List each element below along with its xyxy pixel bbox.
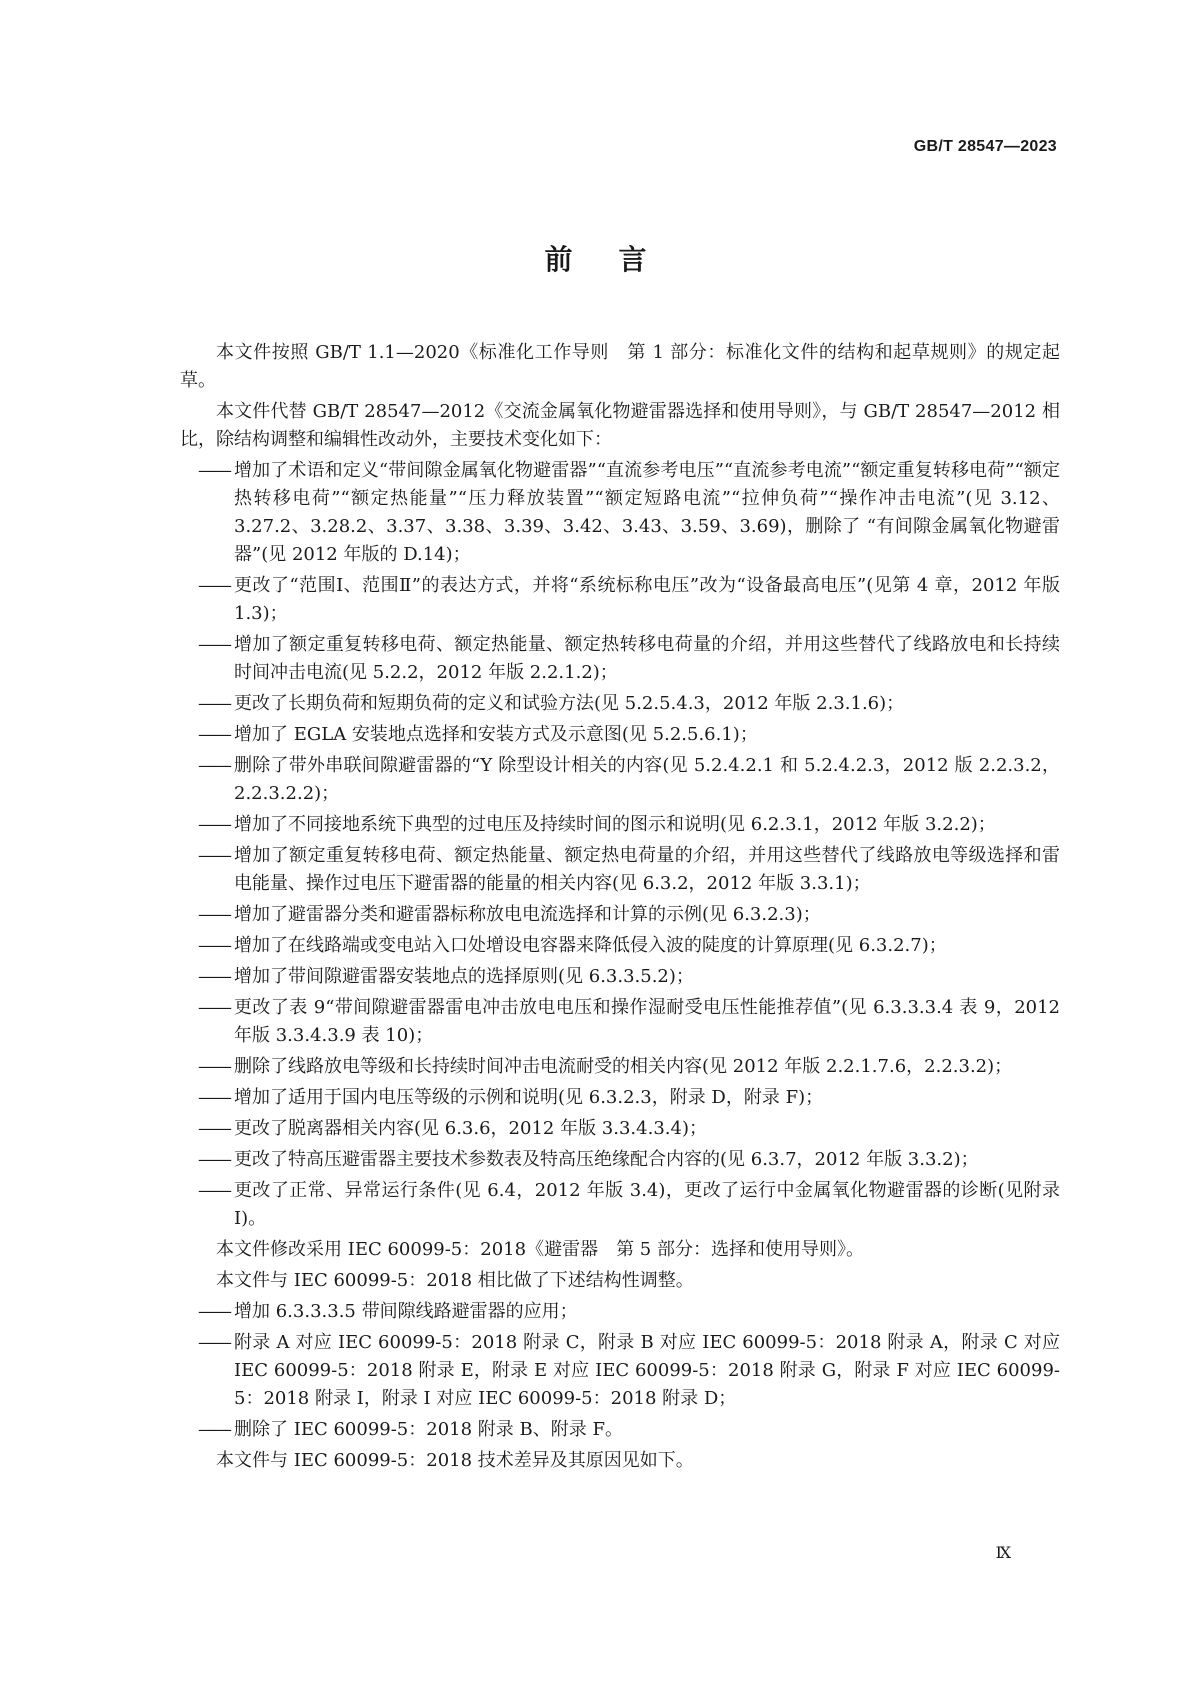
list-item-text: 增加了额定重复转移电荷、额定热能量、额定热电荷量的介绍，并用这些替代了线路放电等级选择和雷电能量、操作过电压下避雷器的能量的相关内容(见 6.3.2，2012 年版 3.3.1)；	[234, 845, 1060, 894]
dash-marker: ——	[198, 755, 230, 776]
dash-marker: ——	[198, 1419, 230, 1440]
dash-marker: ——	[198, 1180, 230, 1201]
page-title: 前言	[544, 243, 693, 276]
list-item-text: 增加了不同接地系统下典型的过电压及持续时间的图示和说明(见 6.2.3.1，2012 年版 3.2.2)；	[234, 814, 996, 835]
list-item	[180, 457, 1060, 569]
list-item	[180, 1177, 1060, 1233]
list-item	[180, 1329, 1060, 1413]
list-item	[180, 994, 1060, 1050]
dash-marker: ——	[198, 997, 230, 1018]
list-item	[180, 963, 1060, 991]
list-item	[180, 572, 1060, 628]
list-item-text: 更改了长期负荷和短期负荷的定义和试验方法(见 5.2.5.4.3，2012 年版 2.3.1.6)；	[234, 693, 905, 714]
list-item-text: 更改了表 9“带间隙避雷器雷电冲击放电电压和操作湿耐受电压性能推荐值”(见 6.3.3.3.4 表 9，2012 年版 3.3.4.3.9 表 10)；	[234, 997, 1060, 1046]
technical-changes-list	[180, 457, 1060, 1233]
page-number: Ⅸ	[995, 1543, 1011, 1562]
dash-marker: ——	[198, 904, 230, 925]
list-item	[180, 1146, 1060, 1174]
dash-marker: ——	[198, 966, 230, 987]
list-item	[180, 1084, 1060, 1112]
list-item-text: 增加了在线路端或变电站入口处增设电容器来降低侵入波的陡度的计算原理(见 6.3.2.7)；	[234, 935, 947, 956]
list-item-text: 删除了带外串联间隙避雷器的“Y 除型设计相关的内容(见 5.2.4.2.1 和 5.2.4.2.3，2012 版 2.2.3.2，2.2.3.2.2)；	[234, 755, 1060, 804]
list-item-text: 增加了 EGLA 安装地点选择和安装方式及示意图(见 5.2.5.6.1)；	[234, 724, 758, 745]
dash-marker: ——	[198, 1149, 230, 1170]
dash-marker: ——	[198, 575, 230, 596]
list-item	[180, 752, 1060, 808]
dash-marker: ——	[198, 724, 230, 745]
dash-marker: ——	[198, 1056, 230, 1077]
list-item-text: 删除了 IEC 60099-5：2018 附录 B、附录 F。	[234, 1419, 623, 1440]
list-item	[180, 1298, 1060, 1326]
standard-code: GB/T 28547—2023	[913, 138, 1057, 155]
list-item-text: 删除了线路放电等级和长持续时间冲击电流耐受的相关内容(见 2012 年版 2.2.1.7.6，2.2.3.2)；	[234, 1056, 1013, 1077]
paragraph-structural-intro: 本文件与 IEC 60099-5：2018 相比做了下述结构性调整。	[216, 1270, 694, 1291]
list-item-text: 附录 A 对应 IEC 60099-5：2018 附录 C，附录 B 对应 IEC 60099-5：2018 附录 A，附录 C 对应 IEC 60099-5：2018 附录 E，附录 E 对应 IEC 60099-5：2018 附录 G，附录 F 对应 IEC 60099-5：2018 附录 I，附录 I 对应 IEC 60099-5：2018 附录 D；	[234, 1332, 1060, 1409]
list-item-text: 增加了额定重复转移电荷、额定热能量、额定热转移电荷量的介绍，并用这些替代了线路放电和长持续时间冲击电流(见 5.2.2，2012 年版 2.2.1.2)；	[234, 634, 1060, 683]
dash-marker: ——	[198, 845, 230, 866]
dash-marker: ——	[198, 814, 230, 835]
list-item-text: 更改了正常、异常运行条件(见 6.4，2012 年版 3.4)，更改了运行中金属氧化物避雷器的诊断(见附录 I)。	[234, 1180, 1060, 1229]
dash-marker: ——	[198, 1087, 230, 1108]
list-item	[180, 1115, 1060, 1143]
list-item-text: 增加了适用于国内电压等级的示例和说明(见 6.3.2.3，附录 D，附录 F)；	[234, 1087, 824, 1108]
document-body	[180, 339, 1060, 1478]
paragraph-replacement: 本文件代替 GB/T 28547—2012《交流金属氧化物避雷器选择和使用导则》，与 GB/T 28547—2012 相比，除结构调整和编辑性改动外，主要技术变化如下：	[180, 401, 1060, 450]
list-item	[180, 1053, 1060, 1081]
list-item	[180, 690, 1060, 718]
dash-marker: ——	[198, 935, 230, 956]
list-item-text: 增加了避雷器分类和避雷器标称放电电流选择和计算的示例(见 6.3.2.3)；	[234, 904, 821, 925]
paragraph-technical-differences: 本文件与 IEC 60099-5：2018 技术差异及其原因见如下。	[216, 1450, 694, 1471]
structural-changes-list	[180, 1298, 1060, 1444]
paragraph-adoption: 本文件修改采用 IEC 60099-5：2018《避雷器 第 5 部分：选择和使用导则》。	[216, 1239, 864, 1260]
dash-marker: ——	[198, 693, 230, 714]
list-item-text: 更改了特高压避雷器主要技术参数表及特高压绝缘配合内容的(见 6.3.7，2012 年版 3.3.2)；	[234, 1149, 979, 1170]
list-item-text: 增加了术语和定义“带间隙金属氧化物避雷器”“直流参考电压”“直流参考电流”“额定重复转移电荷”“额定热转移电荷”“额定热能量”“压力释放装置”“额定短路电流”“拉伸负荷”“操作冲击电流”(见 3.12、3.27.2、3.28.2、3.37、3.38、3.39、3.42、3.43、3.59、3.69)，删除了 “有间隙金属氧化物避雷器”(见 2012 年版的 D.14)；	[234, 460, 1060, 565]
list-item-text: 增加了带间隙避雷器安装地点的选择原则(见 6.3.3.5.2)；	[234, 966, 694, 987]
list-item-text: 更改了“范围Ⅰ、范围Ⅱ”的表达方式，并将“系统标称电压”改为“设备最高电压”(见第 4 章，2012 年版 1.3)；	[234, 575, 1060, 624]
list-item	[180, 631, 1060, 687]
list-item-text: 增加 6.3.3.3.5 带间隙线路避雷器的应用；	[234, 1301, 578, 1322]
dash-marker: ——	[198, 460, 230, 481]
list-item	[180, 721, 1060, 749]
list-item	[180, 1416, 1060, 1444]
dash-marker: ——	[198, 1118, 230, 1139]
list-item-text: 更改了脱离器相关内容(见 6.3.6，2012 年版 3.3.4.3.4)；	[234, 1118, 707, 1139]
list-item	[180, 842, 1060, 898]
dash-marker: ——	[198, 1332, 230, 1353]
dash-marker: ——	[198, 634, 230, 655]
dash-marker: ——	[198, 1301, 230, 1322]
list-item	[180, 932, 1060, 960]
list-item	[180, 811, 1060, 839]
list-item	[180, 901, 1060, 929]
paragraph-drafting-rules: 本文件按照 GB/T 1.1—2020《标准化工作导则 第 1 部分：标准化文件的结构和起草规则》的规定起草。	[180, 342, 1060, 391]
